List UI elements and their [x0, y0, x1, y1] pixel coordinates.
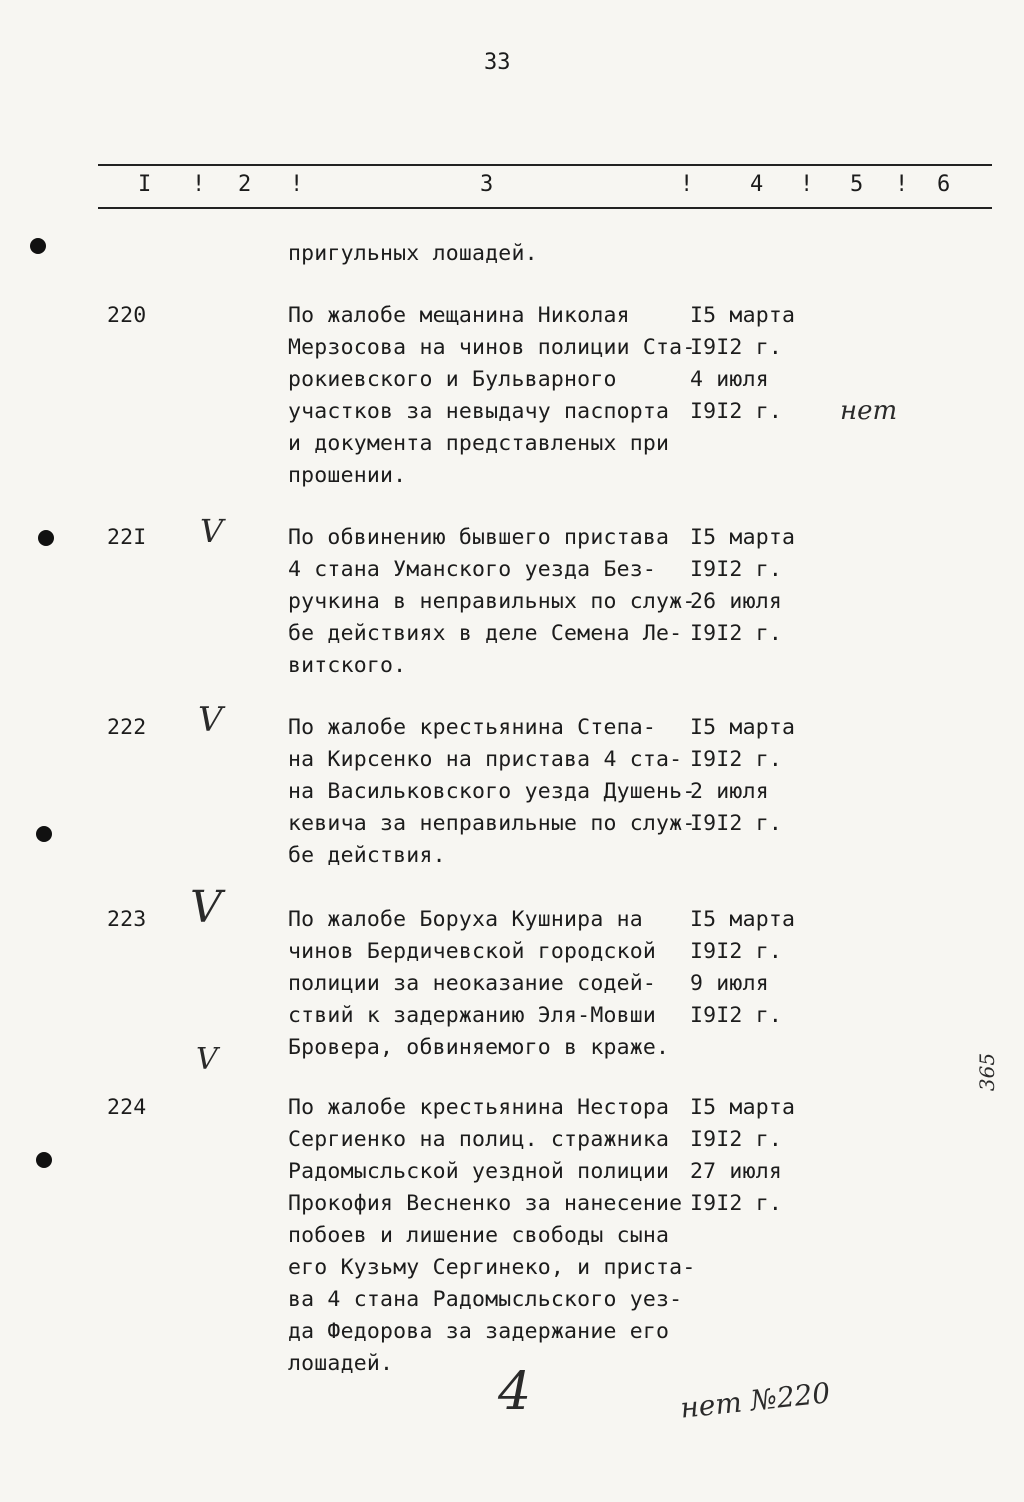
entry-description-line: Прокофия Весненко за нанесение: [288, 1191, 683, 1216]
entry-number: 222: [107, 715, 147, 740]
entry-start-date: I5 марта: [690, 303, 796, 328]
entry-description-line: бе действия.: [288, 843, 446, 868]
column-1-header: I: [138, 172, 152, 197]
entry-description-line: По жалобе мещанина Николая: [288, 303, 630, 328]
column-2-header: 2: [238, 172, 252, 197]
entry-annotation: нет: [840, 396, 898, 426]
header-rule-bottom: [98, 207, 992, 209]
entry-description-line: кевича за неправильные по служ-: [288, 811, 696, 836]
punch-hole: [38, 530, 54, 546]
entry-end-year: I9I2 г.: [690, 1003, 783, 1028]
entry-end-year: I9I2 г.: [690, 399, 783, 424]
entry-description-line: По жалобе крестьянина Степа-: [288, 715, 657, 740]
entry-end-date: 27 июля: [690, 1159, 783, 1184]
header-rule-top: [98, 164, 992, 166]
column-separator: !: [290, 172, 304, 197]
entry-description-line: да Федорова за задержание его: [288, 1319, 670, 1344]
entry-end-date: 2 июля: [690, 779, 769, 804]
entry-description-line: его Кузьму Сергинеко, и приста-: [288, 1255, 696, 1280]
entry-number: 22I: [107, 525, 147, 550]
entry-description-line: Мерзосова на чинов полиции Ста-: [288, 335, 696, 360]
entry-description-line: 4 стана Уманского уезда Без-: [288, 557, 657, 582]
entry-start-date: I5 марта: [690, 715, 796, 740]
margin-check-mark: V: [196, 1042, 218, 1077]
column-5-header: 5: [850, 172, 864, 197]
entry-start-year: I9I2 г.: [690, 1127, 783, 1152]
entry-start-date: I5 марта: [690, 1095, 796, 1120]
entry-description-line: полиции за неоказание содей-: [288, 971, 657, 996]
punch-hole: [30, 238, 46, 254]
page-number: 33: [484, 50, 511, 75]
column-3-header: 3: [480, 172, 494, 197]
entry-end-date: 9 июля: [690, 971, 769, 996]
entry-start-year: I9I2 г.: [690, 335, 783, 360]
check-mark: V: [198, 700, 223, 740]
check-mark: V: [200, 512, 224, 550]
column-4-header: 4: [750, 172, 764, 197]
entry-description-line: Сергиенко на полиц. стражника: [288, 1127, 670, 1152]
entry-description-line: побоев и лишение свободы сына: [288, 1223, 670, 1248]
entry-description-line: витского.: [288, 653, 407, 678]
entry-start-year: I9I2 г.: [690, 939, 783, 964]
entry-description-line: участков за невыдачу паспорта: [288, 399, 670, 424]
entry-description-line: бе действиях в деле Семена Ле-: [288, 621, 683, 646]
punch-hole: [36, 826, 52, 842]
punch-hole: [36, 1152, 52, 1168]
entry-end-year: I9I2 г.: [690, 621, 783, 646]
entry-description-line: лошадей.: [288, 1351, 394, 1376]
entry-description-line: ствий к задержанию Эля-Мовши: [288, 1003, 657, 1028]
entry-end-year: I9I2 г.: [690, 1191, 783, 1216]
entry-number: 220: [107, 303, 147, 328]
right-margin-note: 365: [975, 1052, 1000, 1092]
entry-start-date: I5 марта: [690, 907, 796, 932]
check-mark: V: [190, 882, 222, 933]
bottom-handwritten-note: нет №220: [678, 1376, 832, 1425]
column-separator: !: [895, 172, 909, 197]
entry-description-line: Радомысльской уездной полиции: [288, 1159, 670, 1184]
entry-start-year: I9I2 г.: [690, 747, 783, 772]
entry-end-date: 4 июля: [690, 367, 769, 392]
entry-description-line: чинов Бердичевской городской: [288, 939, 657, 964]
entry-start-year: I9I2 г.: [690, 557, 783, 582]
bottom-handwritten-mark: 4: [498, 1362, 532, 1422]
entry-description-line: и документа представленых при: [288, 431, 670, 456]
column-6-header: 6: [937, 172, 951, 197]
entry-start-date: I5 марта: [690, 525, 796, 550]
entry-description-line: прошении.: [288, 463, 407, 488]
entry-number: 224: [107, 1095, 147, 1120]
entry-end-date: 26 июля: [690, 589, 783, 614]
continuation-line: пригульных лошадей.: [288, 241, 538, 266]
entry-description-line: рокиевского и Бульварного: [288, 367, 617, 392]
entry-description-line: ва 4 стана Радомысльского уез-: [288, 1287, 683, 1312]
entry-description-line: на Васильковского уезда Душень-: [288, 779, 696, 804]
entry-description-line: По жалобе крестьянина Нестора: [288, 1095, 670, 1120]
entry-number: 223: [107, 907, 147, 932]
column-separator: !: [680, 172, 694, 197]
entry-description-line: По обвинению бывшего пристава: [288, 525, 670, 550]
entry-end-year: I9I2 г.: [690, 811, 783, 836]
column-separator: !: [800, 172, 814, 197]
entry-description-line: ручкина в неправильных по служ-: [288, 589, 696, 614]
entry-description-line: на Кирсенко на пристава 4 ста-: [288, 747, 683, 772]
column-separator: !: [192, 172, 206, 197]
entry-description-line: Бровера, обвиняемого в краже.: [288, 1035, 670, 1060]
entry-description-line: По жалобе Боруха Кушнира на: [288, 907, 643, 932]
